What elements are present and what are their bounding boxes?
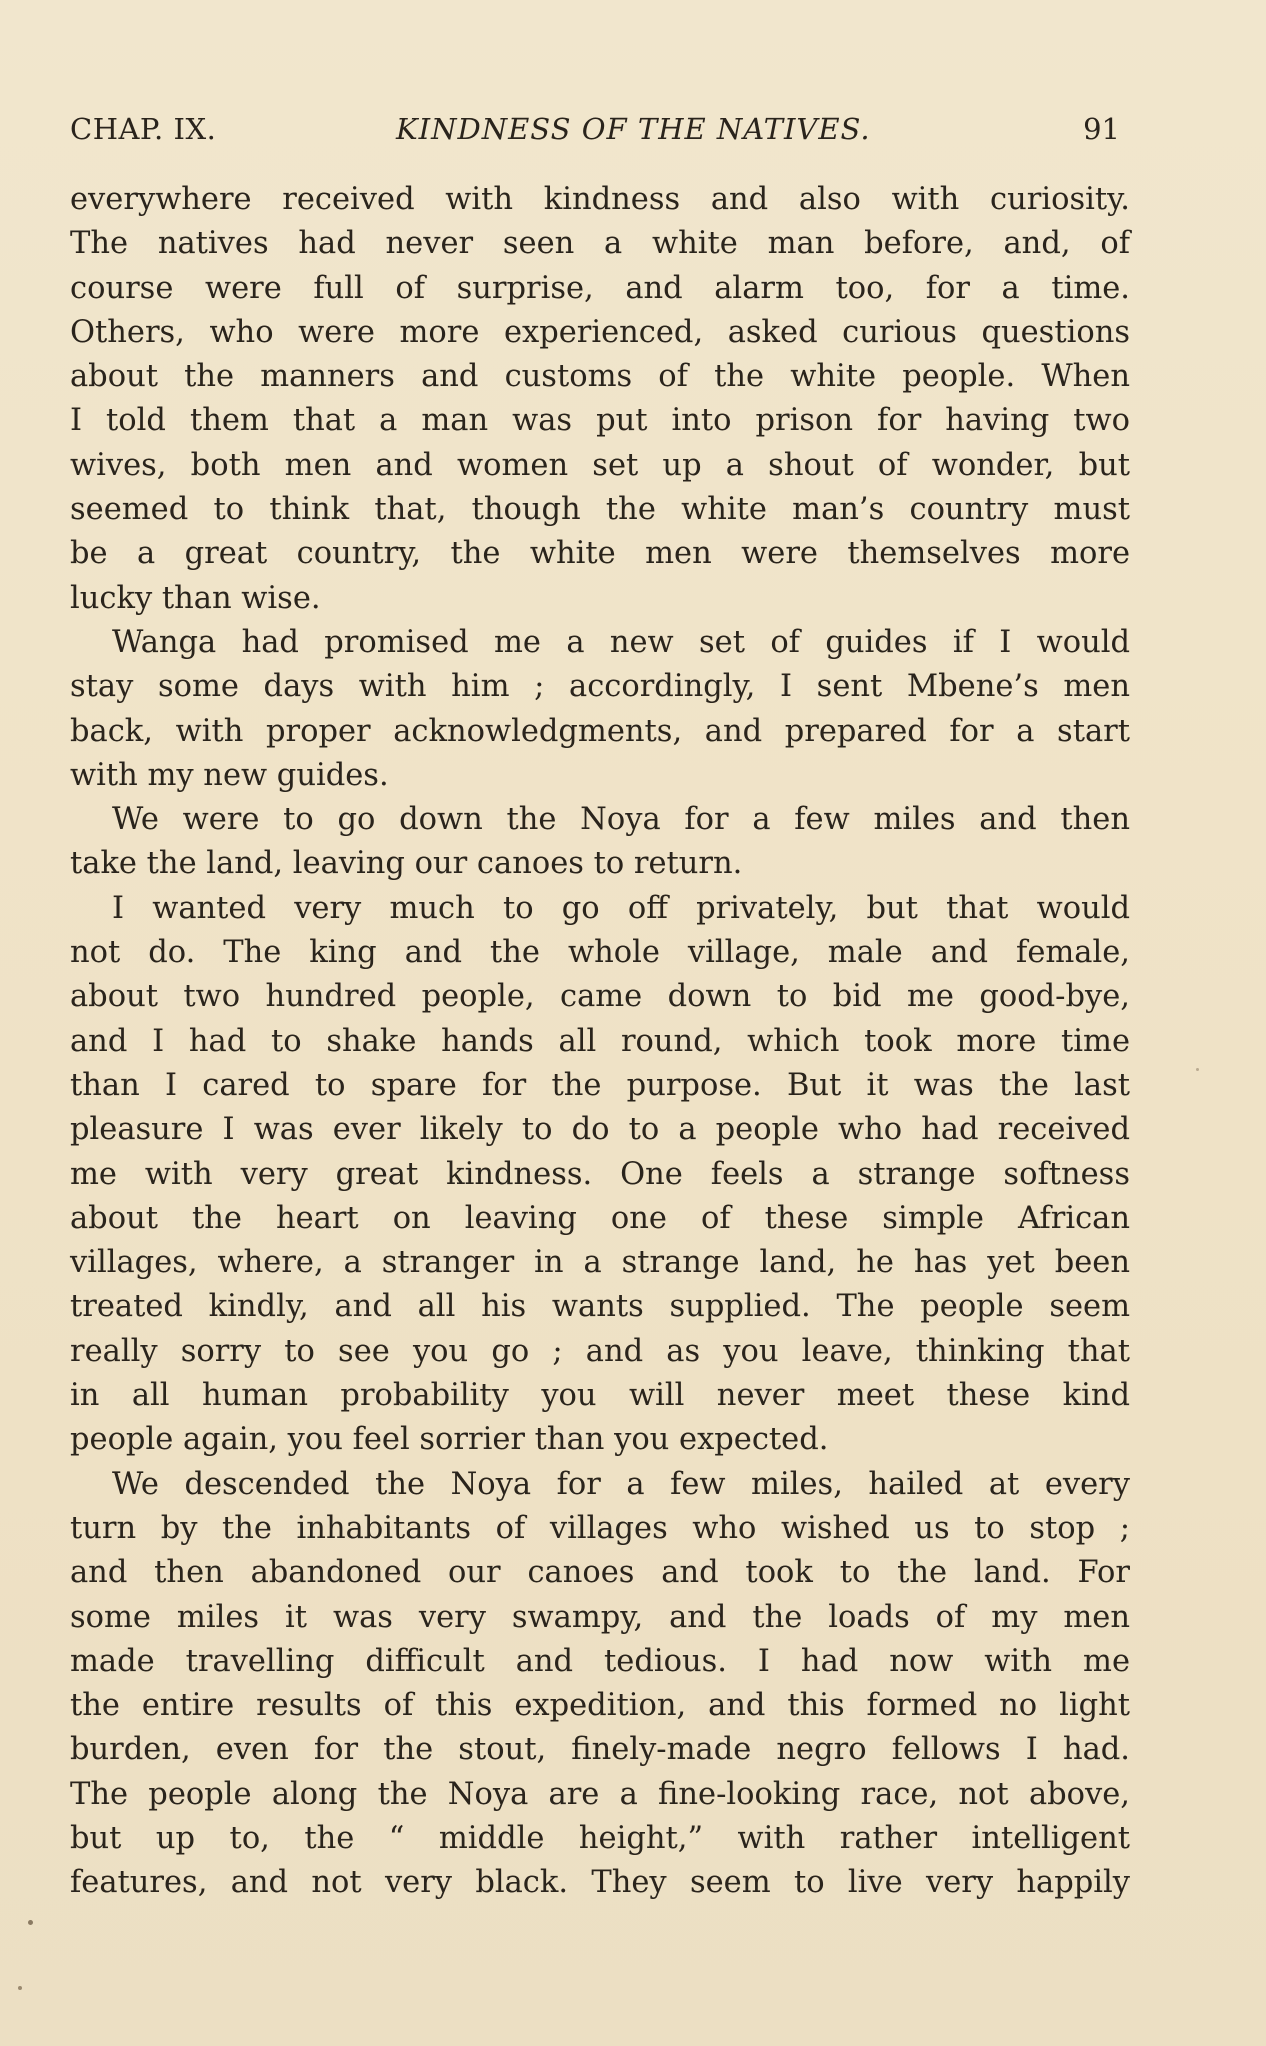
- text-line: Wanga had promised me a new set of guides if I would: [112, 624, 1130, 660]
- running-title: KINDNESS OF THE NATIVES.: [396, 112, 871, 146]
- text-line: The people along the Noya are a fine-looking race, not above,: [70, 1776, 1130, 1812]
- text-line: be a great country, the white men were themselves more: [70, 536, 1130, 572]
- text-line: We were to go down the Noya for a few miles and then: [112, 802, 1130, 838]
- running-header: [70, 106, 1120, 152]
- text-line: about two hundred people, came down to bid me good-bye,: [70, 979, 1130, 1015]
- text-line: pleasure I was ever likely to do to a people who had received: [70, 1112, 1130, 1148]
- text-line: lucky than wise.: [70, 580, 321, 616]
- text-line: the entire results of this expedition, and this formed no light: [70, 1688, 1130, 1724]
- text-line: villages, where, a stranger in a strange land, he has yet been: [70, 1245, 1130, 1281]
- text-line: not do. The king and the whole village, male and female,: [70, 935, 1130, 971]
- text-line: features, and not very black. They seem to live very happily: [70, 1865, 1130, 1901]
- text-line: stay some days with him ; accordingly, I sent Mbene’s men: [70, 669, 1130, 705]
- text-line: back, with proper acknowledgments, and prepared for a start: [70, 713, 1130, 749]
- text-line: burden, even for the stout, finely-made negro fellows I had.: [70, 1732, 1130, 1768]
- chapter-label: CHAP. IX.: [70, 112, 217, 146]
- paper-speck: [18, 1986, 22, 1990]
- text-line: The natives had never seen a white man before, and, of: [70, 226, 1130, 262]
- text-line: with my new guides.: [70, 757, 389, 793]
- text-line: turn by the inhabitants of villages who wished us to stop ;: [70, 1510, 1130, 1546]
- text-line: I told them that a man was put into prison for having two: [70, 403, 1130, 439]
- text-line: and then abandoned our canoes and took to the land. For: [70, 1555, 1130, 1591]
- text-line: in all human probability you will never meet these kind: [70, 1378, 1130, 1414]
- page-number: 91: [1083, 112, 1120, 146]
- text-line: about the manners and customs of the white people. When: [70, 359, 1130, 395]
- text-line: everywhere received with kindness and also with curiosity.: [70, 182, 1130, 217]
- text-line: Others, who were more experienced, asked curious questions: [70, 314, 1130, 350]
- text-line: really sorry to see you go ; and as you leave, thinking that: [70, 1333, 1130, 1369]
- text-line: me with very great kindness. One feels a strange softness: [70, 1156, 1130, 1192]
- paper-speck: [1196, 1068, 1199, 1071]
- text-line: I wanted very much to go off privately, but that would: [112, 890, 1130, 926]
- text-line: and I had to shake hands all round, which took more time: [70, 1023, 1130, 1059]
- text-line: course were full of surprise, and alarm too, for a time.: [70, 270, 1130, 306]
- text-line: seemed to think that, though the white man’s country must: [70, 492, 1130, 528]
- text-line: than I cared to spare for the purpose. But it was the last: [70, 1067, 1130, 1103]
- text-line: people again, you feel sorrier than you expected.: [70, 1422, 829, 1458]
- text-line: about the heart on leaving one of these simple African: [70, 1200, 1130, 1236]
- paper-speck: [28, 1920, 33, 1925]
- text-line: take the land, leaving our canoes to return.: [70, 846, 743, 882]
- text-line: made travelling difficult and tedious. I had now with me: [70, 1643, 1130, 1679]
- body-text: [70, 178, 1130, 1906]
- text-line: We descended the Noya for a few miles, hailed at every: [112, 1466, 1130, 1502]
- text-line: but up to, the “ middle height,” with rather intelligent: [70, 1820, 1130, 1856]
- text-line: wives, both men and women set up a shout of wonder, but: [70, 447, 1130, 483]
- text-line: some miles it was very swampy, and the loads of my men: [70, 1599, 1130, 1635]
- text-line: treated kindly, and all his wants supplied. The people seem: [70, 1289, 1130, 1325]
